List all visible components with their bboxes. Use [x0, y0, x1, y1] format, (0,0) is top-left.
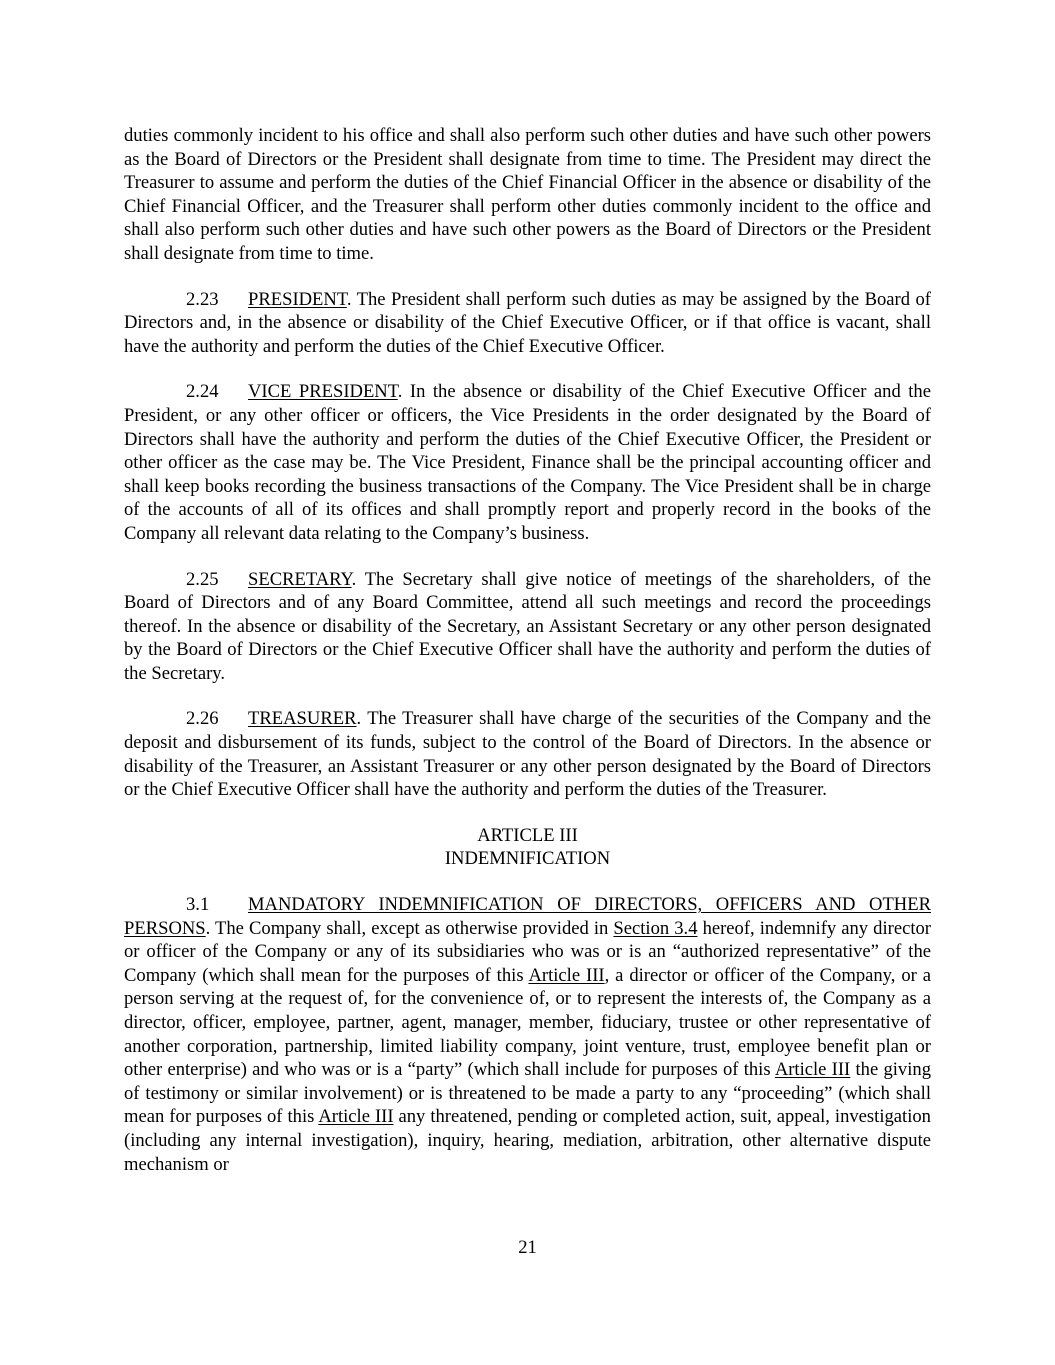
section-number: 2.24: [186, 381, 219, 403]
cross-reference: Article III: [774, 1059, 851, 1081]
page-number: 21: [518, 1237, 537, 1258]
section-title: TREASURER: [248, 708, 357, 730]
section-text: any threatened, pending or completed action, suit, appeal, investigation (including any internal investigation), inquiry, hearing, mediation, arbitration, other alternative dispute mechanism or: [124, 1106, 931, 1175]
section-2-26: [124, 707, 931, 801]
section-text: , a director or officer of the Company, or a person serving at the request of, for the convenience of, or to represent the interests of, the Company as a director, officer, employee, partner, agent, manager, member, fiduciary, trustee or other representative of another corporation, partnership, limited liability company, joint venture, trust, employee benefit plan or other enterprise) and who was or is a “party” (which shall include for purposes of this: [124, 964, 931, 1081]
cross-reference: Article III: [528, 964, 605, 986]
section-2-23: [124, 288, 931, 359]
cross-reference: Section 3.4: [613, 917, 698, 939]
section-title: SECRETARY: [248, 568, 352, 590]
intro-paragraph: duties commonly incident to his office and shall also perform such other duties and have such other powers as the Board of Directors or the President shall designate from time to time. The President may direct the Treasurer to assume and perform the duties of the Chief Financial Officer in the absence or disability of the Chief Financial Officer, and the Treasurer shall perform other duties commonly incident to the office and shall also perform such other duties and have such other powers as the Board of Directors or the President shall designate from time to time.: [124, 125, 931, 264]
section-text: the giving of testimony or similar involvement) or is threatened to be made a party to any “proceeding” (which shall mean for purposes of this: [124, 1059, 931, 1128]
section-2-24: [124, 380, 931, 545]
article-heading: [124, 824, 931, 871]
section-3-1: [124, 893, 931, 1176]
section-title: PRESIDENT: [248, 288, 347, 310]
document-body: [124, 124, 931, 1198]
section-text: hereof, indemnify any director or officer of the Company or any of its subsidiaries who was or is an “authorized representative” of the Company (which shall mean for the purposes of this: [124, 917, 931, 986]
section-number: 2.26: [186, 708, 219, 730]
section-title: VICE PRESIDENT: [248, 381, 398, 403]
section-title: MANDATORY INDEMNIFICATION OF DIRECTORS, OFFICERS AND OTHER PERSONS: [124, 894, 931, 939]
section-text: . The President shall perform such duties as may be assigned by the Board of Directors and, in the absence or disability of the Chief Executive Officer, or if that office is vacant, shall have the authority and perform the duties of the Chief Executive Officer.: [124, 288, 931, 357]
section-text: . The Secretary shall give notice of meetings of the shareholders, of the Board of Directors and of any Board Committee, attend all such meetings and record the proceedings thereof. In the absence or disability of the Secretary, an Assistant Secretary or any other person designated by the Board of Directors or the Chief Executive Officer shall have the authority and perform the duties of the Secretary.: [124, 568, 931, 684]
section-text: . The Treasurer shall have charge of the securities of the Company and the deposit and disbursement of its funds, subject to the control of the Board of Directors. In the absence or disability of the Treasurer, an Assistant Treasurer or any other person designated by the Board of Directors or the Chief Executive Officer shall have the authority and perform the duties of the Treasurer.: [124, 708, 931, 801]
section-text: . The Company shall, except as otherwise provided in: [205, 917, 614, 939]
section-2-25: [124, 568, 931, 686]
cross-reference: Article III: [318, 1106, 394, 1128]
article-title: INDEMNIFICATION: [444, 848, 611, 870]
section-number: 2.23: [186, 288, 219, 310]
section-number: 2.25: [186, 568, 219, 590]
section-text: . In the absence or disability of the Chief Executive Officer and the President, or any other officer or officers, the Vice Presidents in the order designated by the Board of Directors shall have the authority and perform the duties of the Chief Executive Officer, the President or other officer as the case may be. The Vice President, Finance shall be the principal accounting officer and shall keep books recording the business transactions of the Company. The Vice President shall be in charge of the accounts of all of its offices and shall promptly report and properly record in the books of the Company all relevant data relating to the Company’s business.: [124, 381, 931, 544]
article-number: ARTICLE III: [477, 824, 578, 846]
section-number: 3.1: [186, 894, 210, 916]
